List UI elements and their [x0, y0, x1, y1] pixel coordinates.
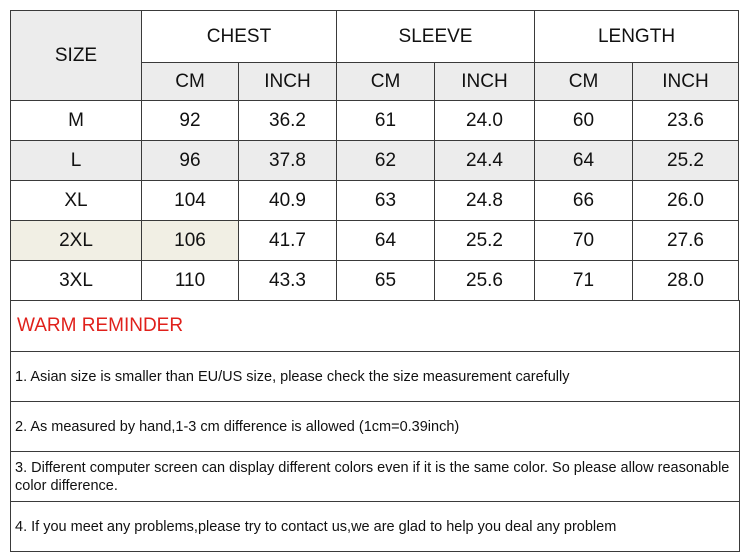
unit-header: INCH — [239, 63, 337, 101]
unit-header: CM — [142, 63, 239, 101]
table-cell: 26.0 — [633, 181, 739, 221]
table-cell: 106 — [142, 221, 239, 261]
table-cell: 24.0 — [435, 101, 535, 141]
unit-header: CM — [535, 63, 633, 101]
chest-header: CHEST — [142, 11, 337, 63]
table-cell: 25.2 — [633, 141, 739, 181]
table-cell: 61 — [337, 101, 435, 141]
size-header: SIZE — [11, 11, 142, 101]
size-cell: L — [11, 141, 142, 181]
table-cell: 64 — [337, 221, 435, 261]
table-cell: 23.6 — [633, 101, 739, 141]
warm-reminder-section — [10, 300, 740, 552]
reminder-item: 3. Different computer screen can display different colors even if it is the same color. So please allow reasonable color difference. — [11, 452, 739, 502]
size-cell: M — [11, 101, 142, 141]
table-cell: 64 — [535, 141, 633, 181]
length-header: LENGTH — [535, 11, 739, 63]
table-cell: 70 — [535, 221, 633, 261]
table-cell: 24.8 — [435, 181, 535, 221]
table-row — [11, 221, 739, 261]
table-row — [11, 181, 739, 221]
table-row — [11, 261, 739, 301]
unit-header: CM — [337, 63, 435, 101]
reminder-item: 2. As measured by hand,1-3 cm difference is allowed (1cm=0.39inch) — [11, 402, 739, 452]
table-cell: 28.0 — [633, 261, 739, 301]
table-cell: 36.2 — [239, 101, 337, 141]
table-cell: 62 — [337, 141, 435, 181]
table-cell: 25.6 — [435, 261, 535, 301]
warm-reminder-title: WARM REMINDER — [11, 300, 739, 352]
size-cell: 3XL — [11, 261, 142, 301]
table-cell: 71 — [535, 261, 633, 301]
sleeve-header: SLEEVE — [337, 11, 535, 63]
unit-header: INCH — [435, 63, 535, 101]
table-cell: 27.6 — [633, 221, 739, 261]
reminder-item: 1. Asian size is smaller than EU/US size, please check the size measurement carefully — [11, 352, 739, 402]
size-cell: XL — [11, 181, 142, 221]
table-cell: 96 — [142, 141, 239, 181]
table-row — [11, 101, 739, 141]
unit-header: INCH — [633, 63, 739, 101]
header-row-groups — [11, 11, 739, 63]
table-cell: 92 — [142, 101, 239, 141]
size-table — [10, 10, 739, 301]
table-cell: 63 — [337, 181, 435, 221]
table-cell: 66 — [535, 181, 633, 221]
table-cell: 60 — [535, 101, 633, 141]
table-cell: 24.4 — [435, 141, 535, 181]
size-cell: 2XL — [11, 221, 142, 261]
table-row — [11, 141, 739, 181]
reminder-item: 4. If you meet any problems,please try to contact us,we are glad to help you deal any problem — [11, 502, 739, 552]
table-cell: 65 — [337, 261, 435, 301]
table-cell: 41.7 — [239, 221, 337, 261]
table-cell: 110 — [142, 261, 239, 301]
table-cell: 43.3 — [239, 261, 337, 301]
table-cell: 25.2 — [435, 221, 535, 261]
table-cell: 104 — [142, 181, 239, 221]
table-cell: 37.8 — [239, 141, 337, 181]
table-cell: 40.9 — [239, 181, 337, 221]
